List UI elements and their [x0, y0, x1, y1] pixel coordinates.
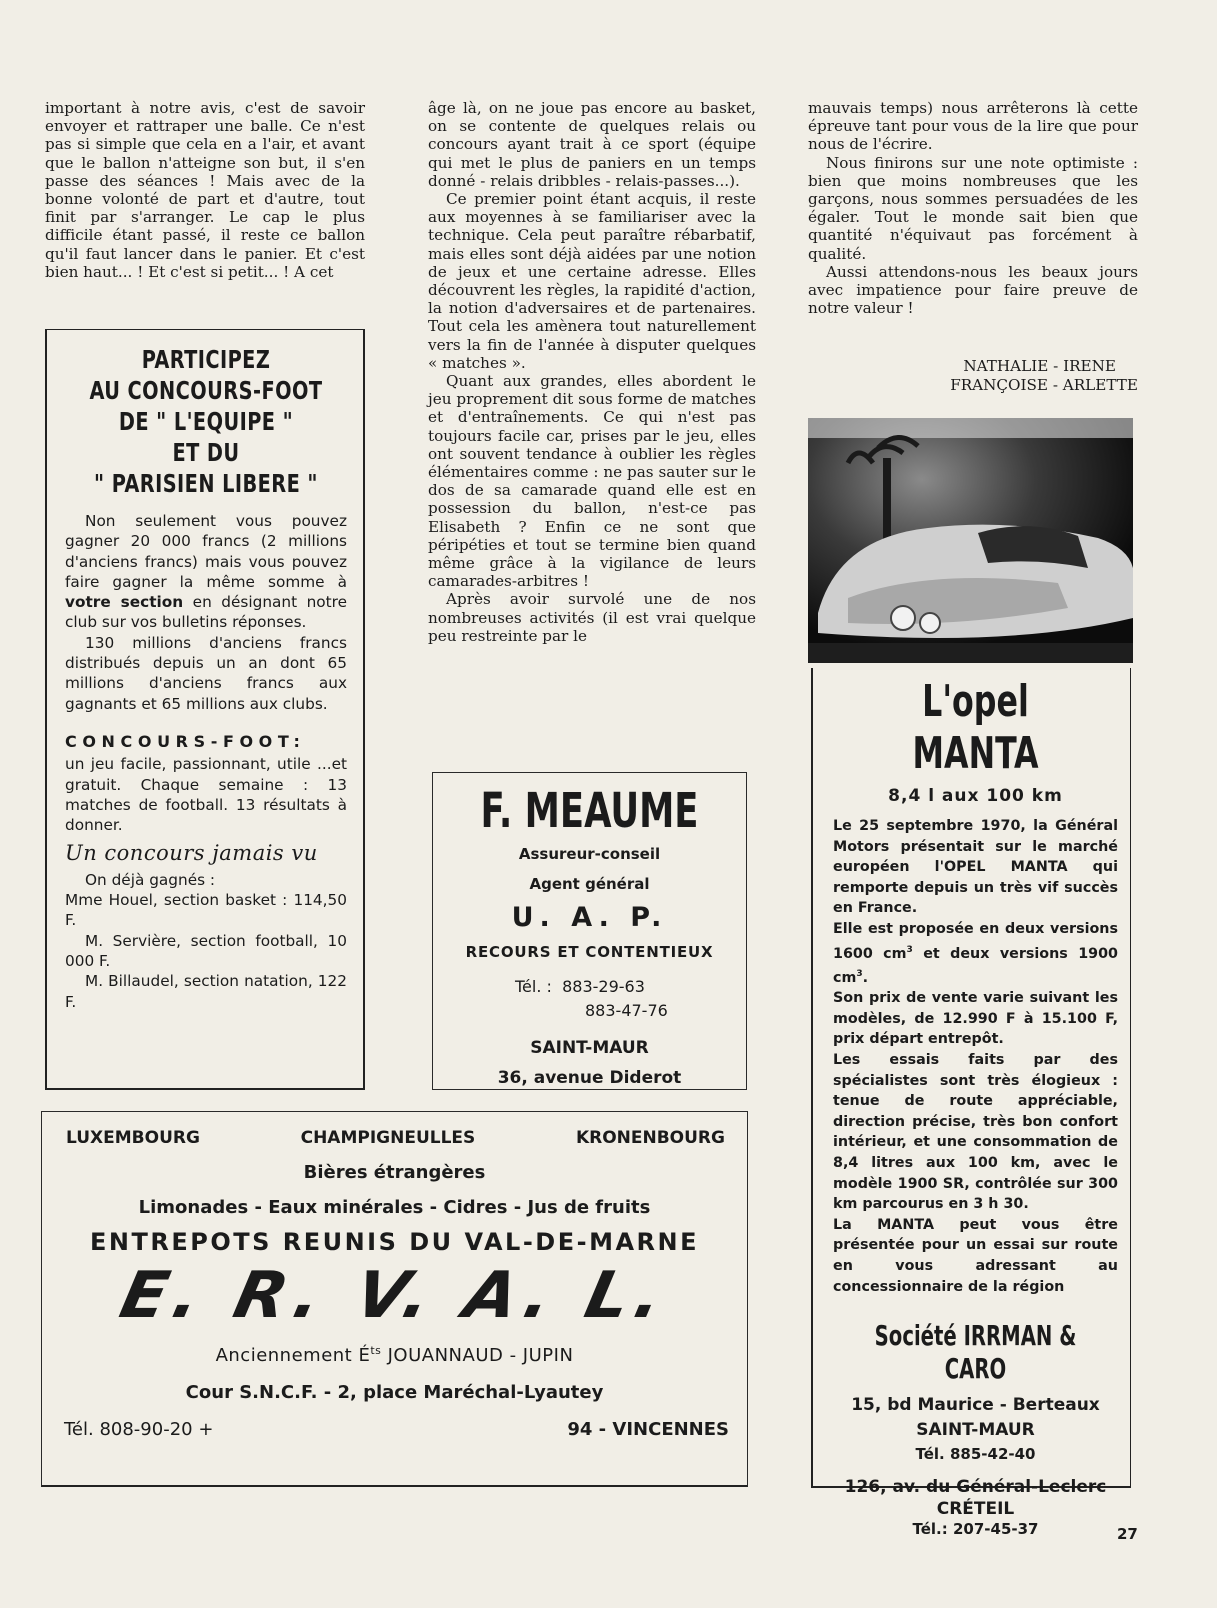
opel-text — [833, 816, 1118, 1297]
former-name: Anciennement $É^{ts}$ JOUANNAUD - JUPIN — [215, 1344, 574, 1366]
page-number: 27 — [1117, 1525, 1138, 1543]
winner-item: M. Servière, section football, 10 000 F. — [65, 931, 347, 970]
city: 94 - VINCENNES — [567, 1419, 729, 1440]
address: 36, avenue Diderot — [497, 1068, 682, 1088]
company: U. A. P. — [511, 902, 668, 933]
paragraph: Après avoir survolé une de nos nombreuses activités (il est vrai quelque peu restreinte par le — [428, 590, 756, 645]
brand: LUXEMBOURG — [66, 1128, 200, 1148]
city: SAINT-MAUR — [530, 1038, 649, 1058]
winners-intro: On déjà gagnés : — [85, 870, 216, 889]
concours-body — [65, 511, 347, 1012]
dealer-address: 15, bd Maurice - Berteaux SAINT-MAUR — [851, 1395, 1100, 1441]
opel-title: L'opel MANTA — [912, 676, 1039, 779]
paragraph: Non seulement vous pouvez gagner 20 000 francs (2 millions d'anciens francs) mais vous pouvez faire gagner la même somme à votre section en désignant notre club sur vos bulletins réponses. — [65, 512, 347, 632]
products-line: Limonades - Eaux minérales - Cidres - Jus de fruits — [138, 1197, 651, 1218]
company-full-name: ENTREPOTS REUNIS DU VAL-DE-MARNE — [90, 1228, 699, 1256]
paragraph: Les essais faits par des spécialistes sont très élogieux : tenue de route appréciable, direction précise, très bon confort intérieur, et une consommation de 8,4 litres aux 100 km, avec le modèle 1900 SR, contrôlée sur 300 km parcourus en 3 h 30. — [833, 1052, 1118, 1213]
winner-item: M. Billaudel, section natation, 122 F. — [65, 972, 347, 1011]
dealer-address: 126, av. du Général-Leclerc CRÉTEIL — [844, 1477, 1107, 1520]
products-line: Bières étrangères — [303, 1162, 486, 1183]
concours-foot-heading: CONCOURS-FOOT: — [65, 731, 306, 751]
address: Cour S.N.C.F. - 2, place Maréchal-Lyautey — [185, 1382, 604, 1403]
paragraph: âge là, on ne joue pas encore au basket, on se contente de quelques relais ou concours ayant trait à ce sport (équipe qui met le plus de paniers en un temps donné - relais dribbles - relais-passes...). — [428, 99, 756, 190]
paragraph: Aussi attendons-nous les beaux jours avec impatience pour faire preuve de notre valeur ! — [808, 262, 1138, 318]
dealer-phone: Tél. 885-42-40 — [915, 1445, 1036, 1464]
phone: Tél. : 883-29-63 — [515, 977, 645, 996]
opel-subtitle: 8,4 l aux 100 km — [888, 786, 1063, 806]
column-2-text — [428, 99, 756, 645]
erval-logo: E. R. V. A. L. — [113, 1259, 676, 1333]
service: RECOURS ET CONTENTIEUX — [465, 943, 714, 961]
paragraph: mauvais temps) nous arrêterons là cette épreuve tant pour vous de la lire que pour nous de l'écrire. — [808, 99, 1138, 154]
meaume-advert — [432, 772, 747, 1090]
paragraph: Elle est proposée en deux versions 1600 $cm^3$ et deux versions 1900 $cm^3$. — [833, 920, 1118, 986]
winner-item: Mme Houel, section basket : 114,50 F. — [65, 891, 347, 930]
concours-foot-box — [45, 329, 365, 1090]
paragraph: Le 25 septembre 1970, la Général Motors présentait sur le marché européen l'OPEL MANTA qui remporte depuis un très vif succès en France. — [833, 818, 1118, 917]
column-3-text — [808, 99, 1138, 317]
car-photo-illustration — [808, 418, 1133, 663]
column-1-text — [45, 99, 365, 281]
erval-advert — [41, 1111, 748, 1487]
paragraph: Ce premier point étant acquis, il reste aux moyennes à se familiariser avec la technique. Cela peut paraître rébarbatif, mais elles sont déjà aidées par une notion de jeux et une certaine adresse. Elles découvrent les règles, la rapidité d'action, la notion d'adversaires et de partenaires. Tout cela les amènera tout naturellement vers la fin de l'année à disputer quelques « matches ». — [428, 190, 756, 372]
dealer-name: Société IRRMAN & CARO — [874, 1319, 1077, 1386]
paragraph: un jeu facile, passionnant, utile ...et gratuit. Chaque semaine : 13 matches de football. 13 résultats à donner. — [65, 755, 347, 835]
paragraph: important à notre avis, c'est de savoir envoyer et rattraper une balle. Ce n'est pas si simple que cela en a l'air, et avant que le ballon n'atteigne son but, il s'en passe des séances ! Mais avec de la bonne volonté de part et d'autre, tout finit par s'arranger. Le cap le plus difficile étant passé, il reste ce ballon qu'il faut lancer dans le panier. Et c'est bien haut... ! Et c'est si petit... ! A cet — [45, 99, 365, 281]
paragraph: Quant aux grandes, elles abordent le jeu proprement dit sous forme de matches et d'entraînements. Ce qui n'est pas toujours facile car, prises par le jeu, elles ont souvent tendance à oublier les règles élémentaires comme : ne pas sauter sur le dos de sa camarade quand elle est en possession du ballon, n'est-ce pas Elisabeth ? Enfin ce ne sont que péripéties et tout se termine bien quand même grâce à la vigilance de leurs camarades-arbitres ! — [428, 372, 756, 591]
signature: NATHALIE - IRENE FRANÇOISE - ARLETTE — [950, 357, 1138, 394]
paragraph: Nous finirons sur une note optimiste : bien que moins nombreuses que les garçons, nous sommes persuadées de les égaler. Tout le monde sait bien que quantité n'équivaut pas forcément à qualité. — [808, 153, 1138, 263]
brand: KRONENBOURG — [575, 1128, 725, 1148]
brand: CHAMPIGNEULLES — [300, 1128, 476, 1148]
role: Agent général — [529, 875, 650, 893]
phone: 883-47-76 — [585, 1001, 668, 1020]
erval-footer — [64, 1419, 729, 1440]
dealer-phone: Tél.: 207-45-37 — [912, 1520, 1039, 1539]
paragraph: La MANTA peut vous être présentée pour un essai sur route en vous adressant au concessionnaire de la région — [833, 1216, 1118, 1295]
beer-brands — [66, 1128, 725, 1148]
paragraph: 130 millions d'anciens francs distribués depuis un an dont 65 millions d'anciens francs aux gagnants et 65 millions aux clubs. — [65, 633, 347, 713]
concours-title: PARTICIPEZ AU CONCOURS-FOOT DE " L'EQUIPE " ET DU " PARISIEN LIBERE " — [89, 345, 323, 498]
car-photo — [808, 418, 1133, 663]
role: Assureur-conseil — [518, 845, 661, 863]
phone: Tél. 808-90-20 + — [64, 1419, 214, 1440]
paragraph: Son prix de vente varie suivant les modèles, de 12.990 F à 15.100 F, prix départ entrepôt. — [833, 990, 1118, 1048]
concours-slogan: Un concours jamais vu — [65, 841, 318, 866]
advertiser-name: F. MEAUME — [480, 783, 699, 839]
